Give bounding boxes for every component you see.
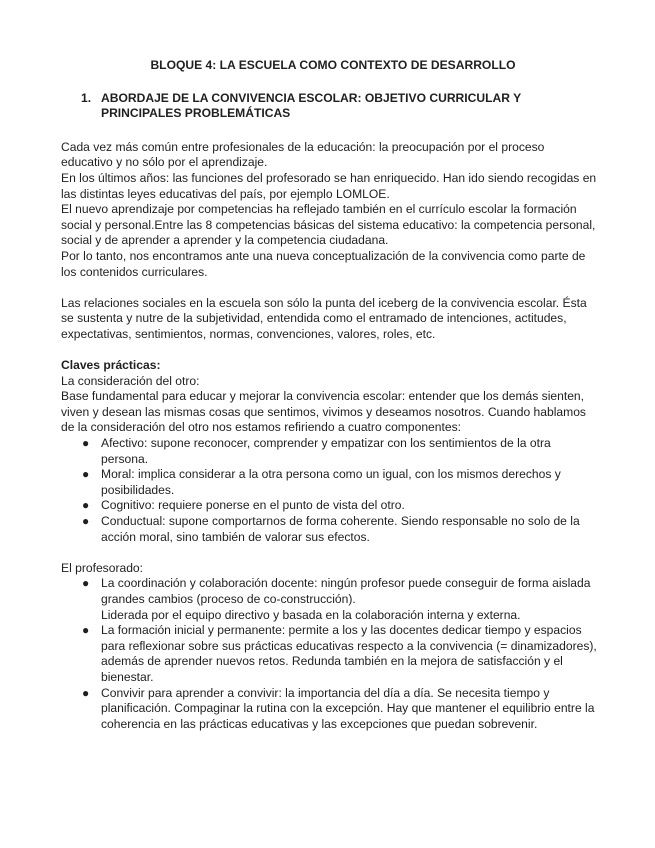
bullet-icon: ● <box>82 498 90 513</box>
intro-block <box>61 140 597 280</box>
section-number: 1. <box>81 90 92 105</box>
claves-description: Base fundamental para educar y mejorar la convivencia escolar: entender que los demás sienten, viven y desean las mismas cosas que sentimos, vivimos y deseamos nosotros. Cuando hablamos de la consideración del otro nos estamos refiriendo a cuatro componentes: <box>61 389 586 435</box>
iceberg-paragraph: Las relaciones sociales en la escuela son sólo la punta del iceberg de la convivencia escolar. Ésta se sustenta y nutre de la subjetividad, entendida como el entramado de intenciones, actitudes, expectativas, sentimientos, normas, convenciones, valores, roles, etc. <box>61 295 587 341</box>
bullet-icon: ● <box>82 436 90 451</box>
list-item: ● La formación inicial y permanente: permite a los y las docentes dedicar tiempo y espacios para reflexionar sobre sus prácticas educativas respecto a la convivencia (= dinamizadores), además de aprender nuevos retos. Redunda también en la mejora de satisfacción y el bienestar. <box>82 623 597 684</box>
page-title: BLOQUE 4: LA ESCUELA COMO CONTEXTO DE DESARROLLO <box>150 58 516 72</box>
spacer <box>61 545 597 561</box>
claves-heading: Claves prácticas: <box>61 358 161 373</box>
intro-paragraph: El nuevo aprendizaje por competencias ha reflejado también en el currículo escolar la formación social y personal.Entre las 8 competencias básicas del sistema educativo: la competencia personal, social y de aprender a aprender y la competencia ciudadana. <box>61 202 596 248</box>
spacer <box>61 280 597 296</box>
bullet-icon: ● <box>82 514 90 529</box>
section-title: ABORDAJE DE LA CONVIVENCIA ESCOLAR: OBJETIVO CURRICULAR Y PRINCIPALES PROBLEMÁTICAS <box>101 90 521 121</box>
list-item: ● Cognitivo: requiere ponerse en el punto de vista del otro. <box>82 498 405 513</box>
profesorado-section <box>61 561 597 733</box>
claves-list <box>61 436 597 545</box>
claves-section <box>61 358 597 545</box>
intro-paragraph: En los últimos años: las funciones del profesorado se han enriquecido. Han ido siendo recogidas en las distintas leyes educativas del país, por ejemplo LOMLOE. <box>61 170 597 201</box>
list-item: ● Afectivo: supone reconocer, comprender y empatizar con los sentimientos de la otra persona. <box>82 436 551 466</box>
bullet-icon: ● <box>82 623 90 638</box>
bullet-icon: ● <box>82 576 90 591</box>
profesorado-list <box>61 576 597 732</box>
profesorado-heading: El profesorado: <box>61 560 144 575</box>
bullet-icon: ● <box>82 685 90 700</box>
list-item: ● La coordinación y colaboración docente: ningún profesor puede conseguir de forma aislada grandes cambios (proceso de co-construcción). Liderada por el equipo directivo y basada en la colaboración interna y externa. <box>101 576 597 623</box>
list-item: ● Conductual: supone comportarnos de forma coherente. Siendo responsable no solo de la acción moral, sino también de valorar sus efectos. <box>82 514 580 544</box>
list-item: ● Convivir para aprender a convivir: la importancia del día a día. Se necesita tiempo y planificación. Compaginar la rutina con la excepción. Hay que mantener el equilibrio entre la coherencia en las prácticas educativas y las excepciones que puedan sobrevenir. <box>82 685 595 731</box>
section-heading <box>61 91 597 122</box>
list-item: ● Moral: implica considerar a la otra persona como un igual, con los mismos derechos y posibilidades. <box>82 467 561 497</box>
list-item-note: Liderada por el equipo directivo y basada en la colaboración interna y externa. <box>101 607 521 622</box>
claves-subheading: La consideración del otro: <box>61 373 200 388</box>
bullet-icon: ● <box>82 467 90 482</box>
intro-paragraph: Por lo tanto, nos encontramos ante una nueva conceptualización de la convivencia como parte de los contenidos curriculares. <box>61 248 586 279</box>
spacer <box>61 343 597 359</box>
intro-paragraph: Cada vez más común entre profesionales de la educación: la preocupación por el proceso educativo y no sólo por el aprendizaje. <box>61 139 545 170</box>
